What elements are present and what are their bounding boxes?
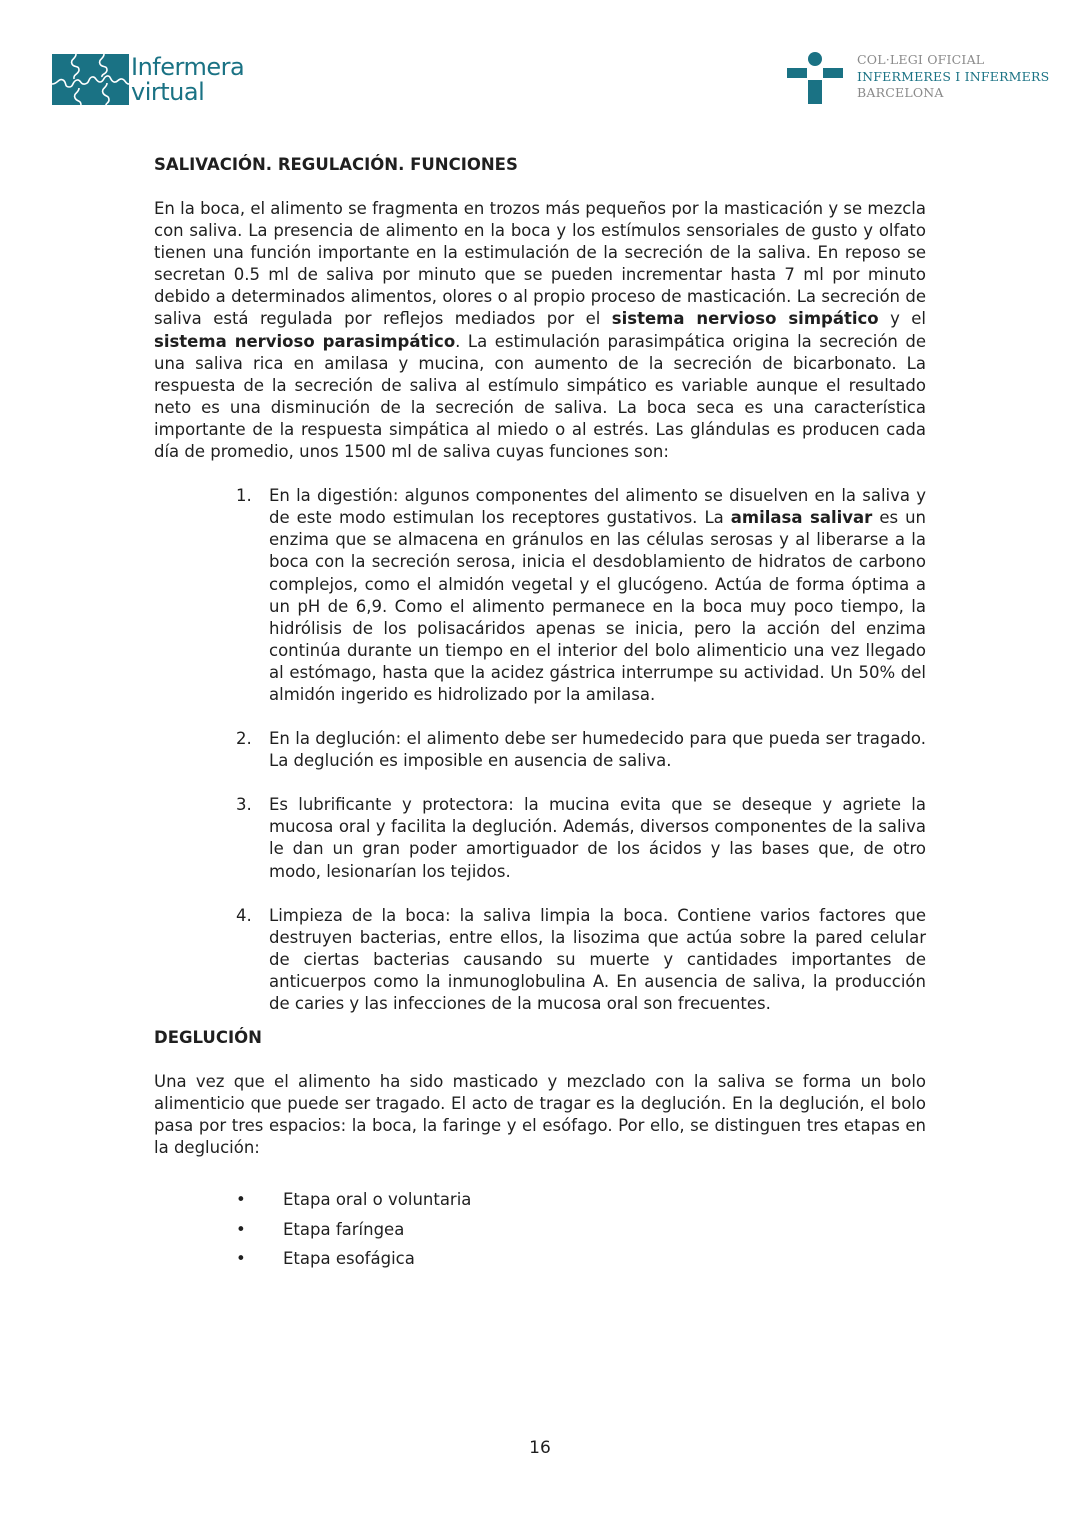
section-title-deglucion: DEGLUCIÓN — [154, 1028, 262, 1048]
list-item — [154, 485, 926, 706]
bold-term-simpatico: sistema nervioso simpático — [611, 309, 879, 329]
list-item-text: En la deglución: el alimento debe ser humedecido para que pueda ser tragado. La deglución es imposible en ausencia de saliva. — [269, 729, 926, 771]
collegi-wordmark — [857, 52, 1049, 104]
page-number: 16 — [529, 1438, 551, 1458]
list-item-text: Etapa oral o voluntaria — [283, 1190, 472, 1210]
list-item-text: Es lubrificante y protectora: la mucina evita que se deseque y agriete la mucosa oral y facilita la deglución. Además, diversos componentes de la saliva le dan un gran poder amortiguador de los ácidos y las bases que, de otro modo, lesionarían los tejidos. — [269, 795, 926, 881]
deglucion-stages-list — [154, 1185, 926, 1274]
list-item-text: Etapa esofágica — [283, 1249, 415, 1269]
paragraph-text: En la boca, el alimento se fragmenta en trozos más pequeños por la masticación y se mezcla con saliva. La presencia de alimento en la boca y los estímulos sensoriales de gusto y olfato tienen una función importante en la estimulación de la secreción de la saliva. En reposo se secretan 0.5 ml de saliva por minuto que se pueden incrementar hasta 7 ml por minuto debido a determinados alimentos, olores o al propio proceso de masticación. La secreción de saliva está regulada por reflejos mediados por el — [154, 199, 926, 329]
bold-term-parasimpatico: sistema nervioso parasimpático — [154, 331, 456, 351]
list-item — [154, 794, 926, 882]
section-title-salivacion: SALIVACIÓN. REGULACIÓN. FUNCIONES — [154, 155, 518, 174]
list-number: 4. — [236, 905, 252, 925]
collegi-line-2: INFERMERES I INFERMERS — [857, 68, 1050, 84]
list-number: 1. — [236, 486, 252, 506]
list-item-text: Etapa faríngea — [283, 1219, 405, 1239]
list-item — [154, 1215, 926, 1245]
list-item — [154, 1185, 926, 1215]
list-number: 2. — [236, 729, 252, 749]
collegi-line-3: BARCELONA — [857, 85, 944, 100]
page-header — [0, 0, 1080, 120]
list-item-text: Limpieza de la boca: la saliva limpia la boca. Contiene varios factores que destruyen bacterias, entre ellos, la lisozima que actúa sobre la pared celular de ciertas bacterias causando su muerte y cantidades importantes de anticuerpos como la inmunoglobulina A. En ausencia de saliva, la producción de caries y las infecciones de la mucosa oral son frecuentes. — [269, 905, 926, 1013]
list-item-text: En la digestión: algunos componentes del alimento se disuelven en la saliva y de este modo estimulan los receptores gustativos. La — [269, 486, 926, 528]
collegi-line-1: COL·LEGI OFICIAL — [857, 52, 985, 67]
deglucion-paragraph: Una vez que el alimento ha sido masticado y mezclado con la saliva se forma un bolo alimenticio que puede ser tragado. El acto de tragar es la deglución. En la deglución, el bolo pasa por tres espacios: la boca, la faringe y el esófago. Por ello, se distinguen tres etapas en la deglución: — [154, 1072, 926, 1158]
collegi-infermeres-logo — [787, 52, 1049, 104]
list-item-text: es un enzima que se almacena en gránulos en las células serosas y al liberarse a la boca con la secreción serosa, inicia el desdoblamiento de hidratos de carbono complejos, como el almidón vegetal y el glucógeno. Actúa de forma óptima a un pH de 6,9. Como el alimento permanece en la boca muy poco tiempo, la hidrólisis de los polisacáridos apenas se inicia, pero la acción del enzima continúa durante un tiempo en el interior del bolo alimenticio una vez llegado al estómago, hasta que la acidez gástrica interrumpe su actividad. Un 50% del almidón ingerido es hidrolizado por la amilasa. — [269, 508, 926, 704]
list-item — [154, 728, 926, 772]
salivacion-paragraph — [154, 198, 926, 463]
list-item — [154, 1244, 926, 1274]
paragraph-text: . La estimulación parasimpática origina la secreción de una saliva rica en amilasa y mucina, con aumento de la secreción de bicarbonato. La respuesta de la secreción de saliva al estímulo simpático es variable aunque el resultado neto es una disminución de la secreción de saliva. La boca seca es una característica importante de la respuesta simpática al miedo o al estrés. Las glándulas es producen cada día de promedio, unos 1500 ml de saliva cuyas funciones son: — [154, 331, 926, 462]
bullet-icon: • — [236, 1219, 246, 1239]
infermera-virtual-logo — [52, 54, 244, 105]
list-number: 3. — [236, 795, 252, 815]
logo-line-1: Infermera — [131, 52, 245, 81]
paragraph-text: y el — [878, 309, 927, 329]
list-item — [154, 905, 926, 1015]
logo-line-2: virtual — [131, 77, 205, 106]
puzzle-logo-icon — [52, 54, 129, 105]
cross-logo-icon — [787, 52, 843, 104]
saliva-functions-list — [154, 485, 926, 1015]
bold-term-amilasa: amilasa salivar — [730, 508, 873, 528]
infermera-virtual-wordmark — [131, 52, 245, 106]
bullet-icon: • — [236, 1249, 246, 1269]
document-body — [154, 154, 926, 1274]
bullet-icon: • — [236, 1190, 246, 1210]
